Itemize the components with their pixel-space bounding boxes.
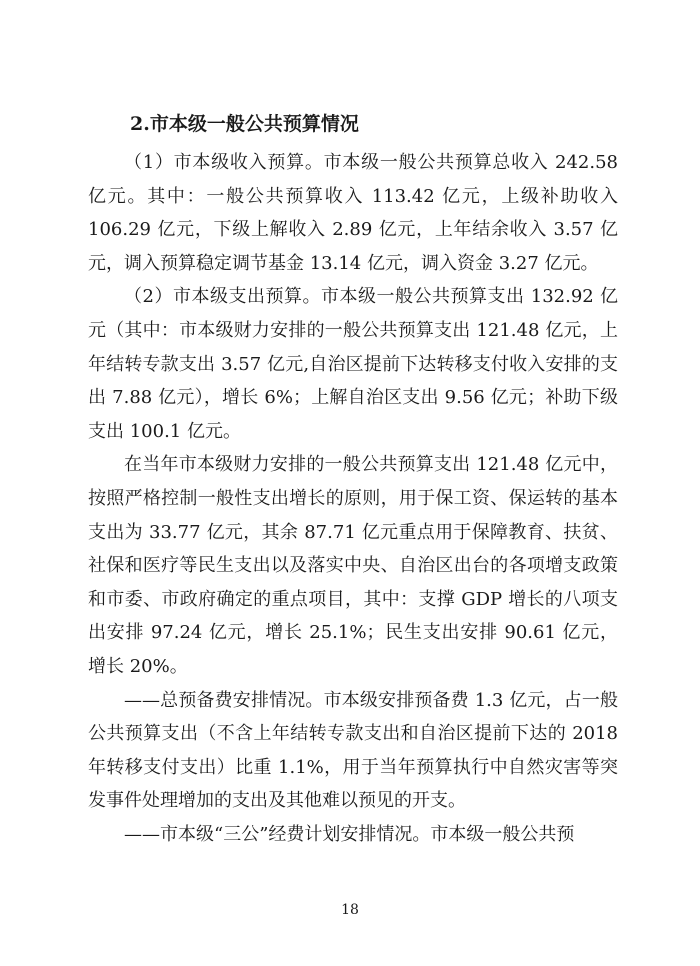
paragraph-expenditure-budget: （2）市本级支出预算。市本级一般公共预算支出 132.92 亿元（其中：市本级财力安排的一般公共预算支出 121.48 亿元，上年结转专款支出 3.57 亿元,自治区提前下达转移支付收入安排的支出 7.88 亿元），增长 6%；上解自治区支出 9.56 亿元；补助下级支出 100.1 亿元。 bbox=[88, 286, 618, 442]
body-text bbox=[88, 146, 618, 851]
page-number: 18 bbox=[341, 902, 359, 918]
paragraph-spending-allocation: 在当年市本级财力安排的一般公共预算支出 121.48 亿元中，按照严格控制一般性支出增长的原则，用于保工资、保运转的基本支出为 33.77 亿元，其余 87.71 亿元重点用于保障教育、扶贫、社保和医疗等民生支出以及落实中央、自治区出台的各项增支政策和市委、市政府确定的重点项目，其中：支撑 GDP 增长的八项支出安排 97.24 亿元，增长 25.1%；民生支出安排 90.61 亿元，增长 20%。 bbox=[88, 454, 618, 677]
paragraph-reserve-fund: ——总预备费安排情况。市本级安排预备费 1.3 亿元，占一般公共预算支出（不含上年结转专款支出和自治区提前下达的 2018 年转移支付支出）比重 1.1%，用于当年预算执行中自然灾害等突发事件处理增加的支出及其他难以预见的开支。 bbox=[88, 689, 618, 812]
section-heading: 2.市本级一般公共预算情况 bbox=[130, 113, 359, 135]
paragraph-revenue-budget: （1）市本级收入预算。市本级一般公共预算总收入 242.58 亿元。其中：一般公共预算收入 113.42 亿元，上级补助收入 106.29 亿元，下级上解收入 2.89 亿元，上年结余收入 3.57 亿元，调入预算稳定调节基金 13.14 亿元，调入资金 3.27 亿元。 bbox=[88, 152, 618, 274]
paragraph-three-public-expenses: ——市本级“三公”经费计划安排情况。市本级一般公共预 bbox=[124, 823, 575, 845]
